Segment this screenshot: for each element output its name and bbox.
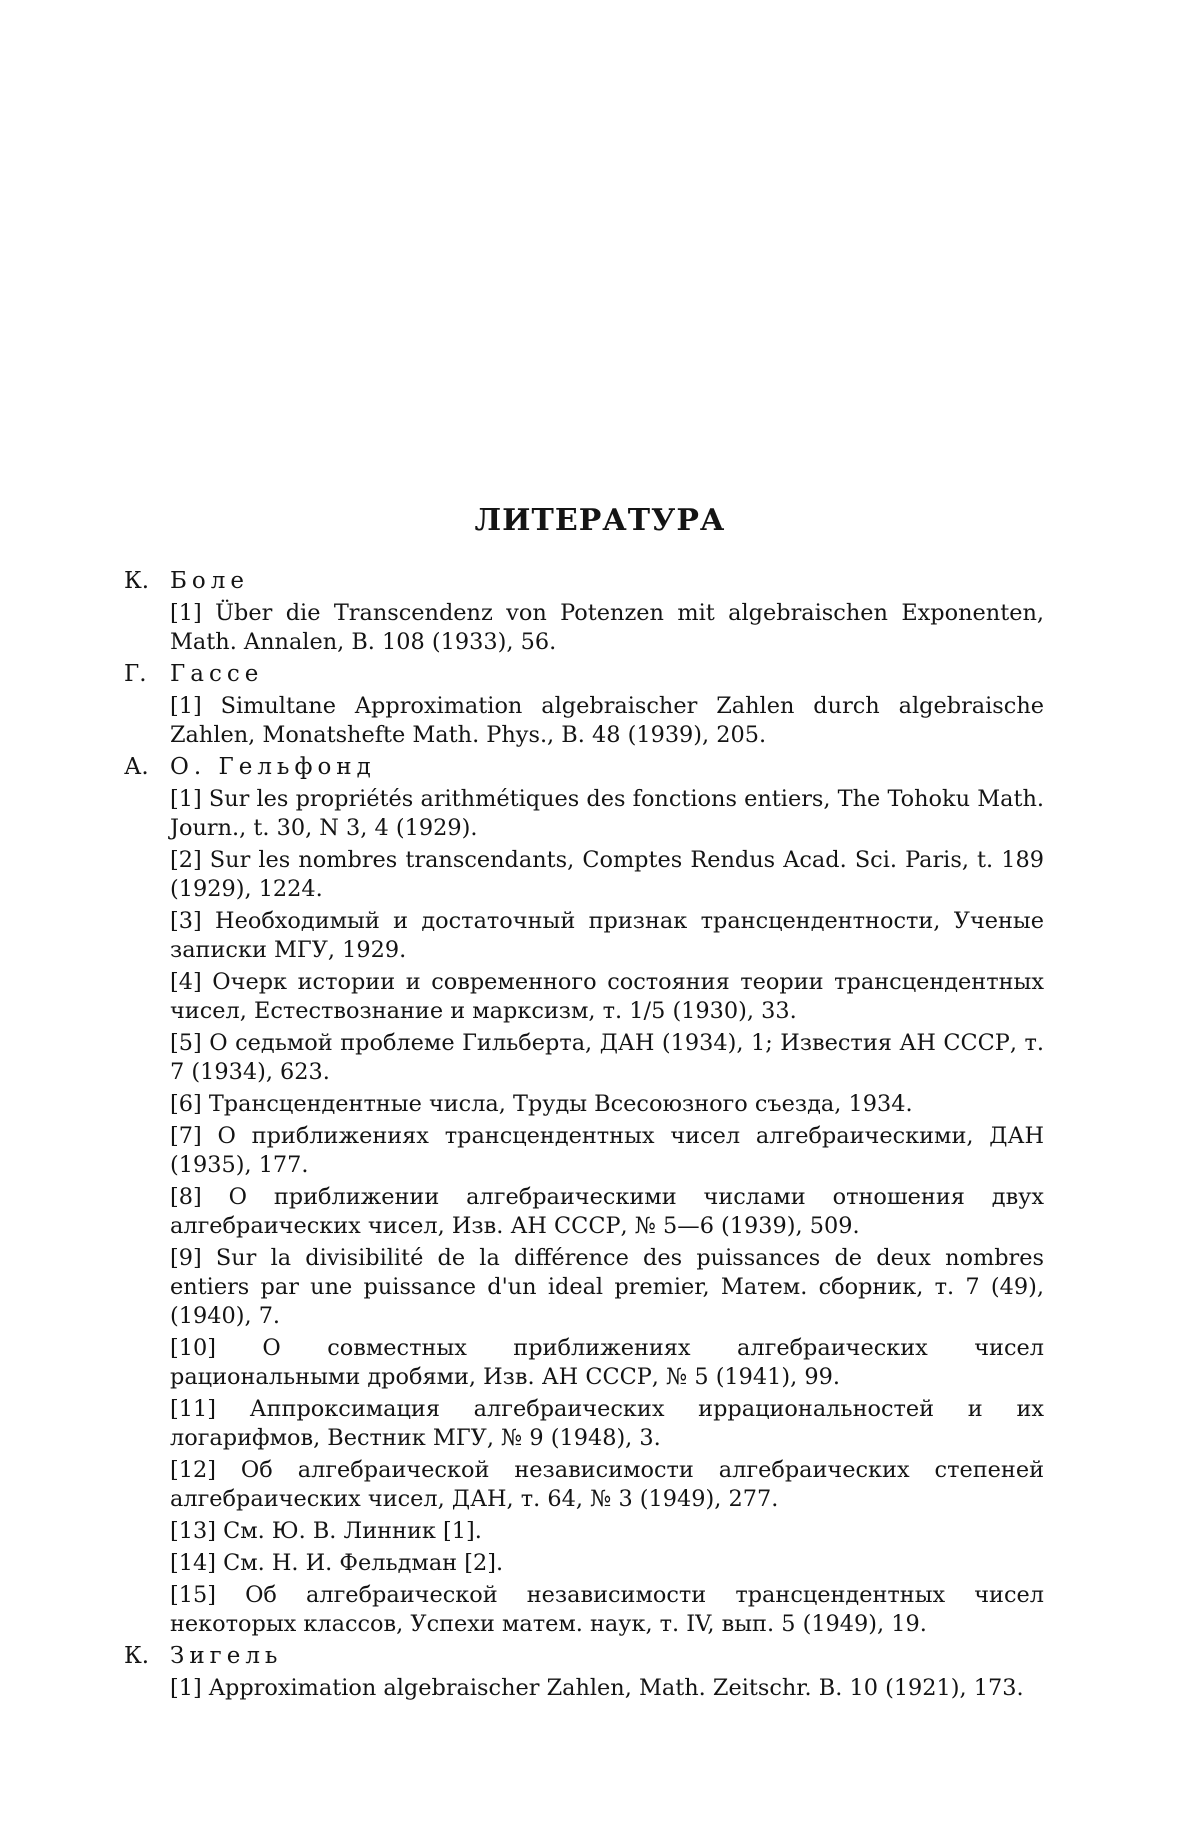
bibliography-entry: [12] Об алгебраической независимости алгебраических степеней алгебраических чисел, ДАН, т. 64, № 3 (1949), 277. xyxy=(170,1457,1044,1512)
author-initial: А. xyxy=(124,754,149,780)
bibliography-entry: [11] Аппроксимация алгебраических иррациональностей и их логарифмов, Вестник МГУ, № 9 (1948), 3. xyxy=(170,1396,1044,1451)
bibliography-entry: [7] О приближениях трансцендентных чисел алгебраическими, ДАН (1935), 177. xyxy=(170,1123,1044,1178)
author-name: О. Гельфонд xyxy=(170,754,376,780)
bibliography-entry: [9] Sur la divisibilité de la différence des puissances de deux nombres entiers par une puissance d'un ideal premier, Матем. сборник, т. 7 (49), (1940), 7. xyxy=(170,1245,1044,1329)
bibliography-entry: [1] Sur les propriétés arithmétiques des fonctions entiers, The Tohoku Math. Journ., t. 30, N 3, 4 (1929). xyxy=(170,786,1044,841)
bibliography-entry: [3] Необходимый и достаточный признак трансцендентности, Ученые записки МГУ, 1929. xyxy=(170,908,1044,963)
bibliography-entry: [4] Очерк истории и современного состояния теории трансцендентных чисел, Естествознание и марксизм, т. 1/5 (1930), 33. xyxy=(170,969,1044,1024)
bibliography-entry: [14] См. Н. И. Фельдман [2]. xyxy=(170,1550,504,1576)
bibliography xyxy=(124,567,1044,1706)
author-name: Зигель xyxy=(170,1643,283,1669)
author-name: Боле xyxy=(170,568,249,594)
bibliography-entry: [15] Об алгебраической независимости трансцендентных чисел некоторых классов, Успехи матем. наук, т. IV, вып. 5 (1949), 19. xyxy=(170,1582,1044,1637)
bibliography-entry: [13] См. Ю. В. Линник [1]. xyxy=(170,1518,482,1544)
author-heading xyxy=(124,753,1044,782)
bibliography-entry: [1] Approximation algebraischer Zahlen, Math. Zeitschr. B. 10 (1921), 173. xyxy=(170,1675,1024,1701)
page-title: ЛИТЕРАТУРА xyxy=(474,503,726,538)
author-initial: К. xyxy=(124,568,150,594)
bibliography-entry: [10] О совместных приближениях алгебраических чисел рациональными дробями, Изв. АН СССР, № 5 (1941), 99. xyxy=(170,1335,1044,1390)
bibliography-entry: [8] О приближении алгебраическими числами отношения двух алгебраических чисел, Изв. АН СССР, № 5—6 (1939), 509. xyxy=(170,1184,1044,1239)
author-heading xyxy=(124,567,1044,596)
author-initial: Г. xyxy=(124,661,147,687)
author-heading xyxy=(124,1642,1044,1671)
author-heading xyxy=(124,660,1044,689)
author-initial: К. xyxy=(124,1643,150,1669)
author-name: Гассе xyxy=(170,661,264,687)
bibliography-entry: [2] Sur les nombres transcendants, Comptes Rendus Acad. Sci. Paris, t. 189 (1929), 1224. xyxy=(170,847,1044,902)
bibliography-entry: [1] Über die Transcendenz von Potenzen mit algebraischen Exponenten, Math. Annalen, B. 108 (1933), 56. xyxy=(170,600,1044,655)
bibliography-entry: [6] Трансцендентные числа, Труды Всесоюзного съезда, 1934. xyxy=(170,1091,913,1117)
bibliography-entry: [5] О седьмой проблеме Гильберта, ДАН (1934), 1; Известия АН СССР, т. 7 (1934), 623. xyxy=(170,1030,1044,1085)
bibliography-entry: [1] Simultane Approximation algebraischer Zahlen durch algebraische Zahlen, Monatshefte Math. Phys., B. 48 (1939), 205. xyxy=(170,693,1044,748)
